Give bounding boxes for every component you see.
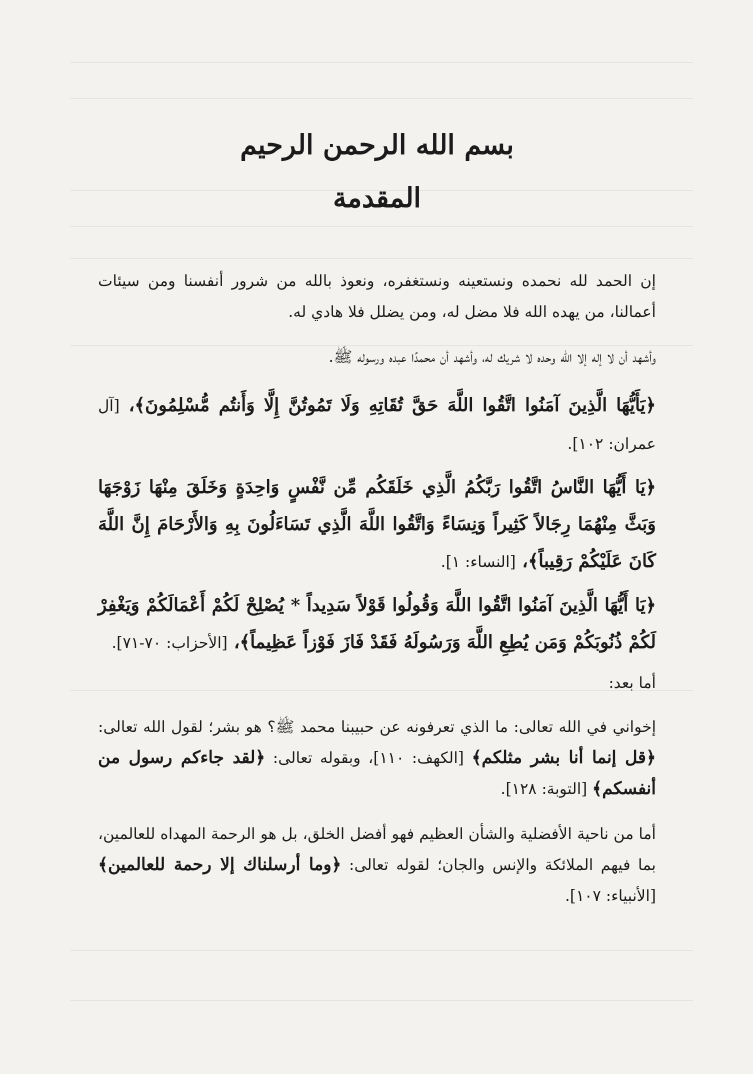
amma-bad-label: أما بعد:: [608, 674, 656, 692]
text-run: [الكهف: ١١٠]، وبقوله تعالى:: [265, 749, 472, 767]
paragraph-virtue: [98, 819, 656, 912]
verse-al-imran: [98, 387, 656, 463]
verse-an-nisa: [98, 469, 656, 581]
verse-reference: [آل عمران: ١٠٢].: [98, 397, 656, 453]
verse-al-ahzab: [98, 587, 656, 662]
verse-text: ﴿يَأَيُّهَا الَّذِينَ آمَنُوا اتَّقُوا اللَّهَ حَقَّ تُقَاتِهِ وَلَا تَمُوتُنَّ إِلَّا وَأَنتُم مُّسْلِمُونَ﴾،: [128, 395, 656, 416]
basmala-heading: بسم الله الرحمن الرحيم: [240, 130, 514, 161]
paragraph-brothers: [98, 712, 656, 805]
verse-reference: [النساء: ١].: [440, 553, 516, 571]
document-page: [98, 130, 656, 926]
text-run: [التوبة: ١٢٨].: [500, 780, 593, 798]
paragraph-testimony: وأشهد أن لا إله إلا الله وحده لا شريك له، وأشهد أن محمدًا عبده ورسوله ﷺ.: [328, 348, 656, 366]
section-title: المقدمة: [332, 183, 422, 214]
quran-quote: ﴿لقد جاءكم رسول من أنفسكم﴾: [98, 748, 656, 799]
verse-text: ﴿يَا أَيُّهَا الَّذِينَ آمَنُوا اتَّقُوا اللَّهَ وَقُولُوا قَوْلاً سَدِيداً * يُصْلِحْ لَكُمْ أَعْمَالَكُمْ وَيَغْفِرْ لَكُمْ ذُنُوبَكُمْ وَمَن يُطِعِ اللَّهَ وَرَسُولَهُ فَقَدْ فَازَ فَوْزاً عَظِيماً﴾،: [98, 595, 656, 653]
text-run: إخواني في الله تعالى: ما الذي تعرفونه عن حبيبنا محمد ﷺ؟ هو بشر؛ لقول الله تعالى:: [98, 718, 656, 736]
verse-text: ﴿يَا أَيُّهَا النَّاسُ اتَّقُوا رَبَّكُمُ الَّذِي خَلَقَكُم مِّن نَّفْسٍ وَاحِدَةٍ وَخَلَقَ مِنْهَا زَوْجَهَا وَبَثَّ مِنْهُمَا رِجَالاً كَثِيراً وَنِسَاءً وَاتَّقُوا اللَّهَ الَّذِي تَسَاءَلُونَ بِهِ وَالأَرْحَامَ إِنَّ اللَّهَ كَانَ عَلَيْكُمْ رَقِيباً﴾،: [98, 477, 656, 572]
quran-quote: ﴿قل إنما أنا بشر مثلكم﴾: [471, 748, 656, 768]
quran-quote: ﴿وما أرسلناك إلا رحمة للعالمين﴾: [98, 855, 342, 875]
text-run: أما من ناحية الأفضلية والشأن العظيم فهو أفضل الخلق، بل هو الرحمة المهداه للعالمين، بما فيهم الملائكة والإنس والجان؛ لقوله تعالى:: [98, 825, 656, 874]
verse-reference: [الأحزاب: ٧٠-٧١].: [111, 634, 228, 652]
paragraph-praise: إن الحمد لله نحمده ونستعينه ونستغفره، ونعوذ بالله من شرور أنفسنا ومن سيئات أعمالنا، من يهده الله فلا مضل له، ومن يضلل فلا هادي له.: [98, 272, 656, 321]
text-run: [الأنبياء: ١٠٧].: [565, 887, 656, 905]
